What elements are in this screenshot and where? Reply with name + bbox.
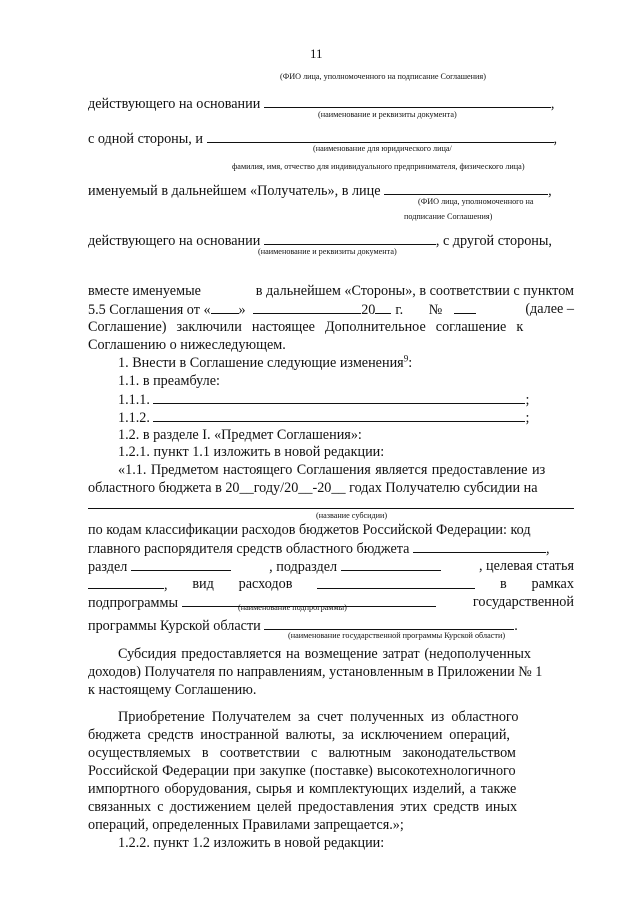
grbs-code-blank (413, 539, 546, 553)
basis-note-2: (наименование и реквизиты документа) (258, 247, 397, 256)
one-side-line: с одной стороны, и , (88, 131, 558, 147)
para2-line3: к настоящему Соглашению. (88, 682, 257, 698)
item-1-1-2: 1.1.2. ; (118, 410, 530, 426)
codes-line1: по кодам классификации расходов бюджетов Российской Федерации: код (88, 522, 531, 538)
para1-line4: Соглашению о нижеследующем. (88, 337, 286, 353)
codes-line6: программы Курской области . (88, 618, 518, 634)
codes-line5: подпрограммы государственной (88, 594, 574, 611)
codes-line2: главного распорядителя средств областного бюджета , (88, 541, 550, 557)
para2-line1: Субсидия предоставляется на возмещение затрат (недополученных (118, 646, 531, 662)
para1-line2: 5.5 Соглашения от « » 20 г. № (далее – (88, 301, 574, 318)
para1-line3: Соглашение) заключили настоящее Дополнительное соглашение к (88, 319, 524, 335)
recipient-label: именуемый в дальнейшем «Получатель», в лице (88, 183, 381, 199)
item-1-1-1: 1.1.1. ; (118, 392, 530, 408)
party-blank (207, 129, 554, 143)
recipient-fio-blank (384, 181, 548, 195)
para3-line4: Российской Федерации при закупке (поставке) высокотехнологичного (88, 763, 516, 779)
recipient-note-a: (ФИО лица, уполномоченного на (418, 197, 534, 206)
para3-line2: бюджета средств иностранной валюты, за исключением операций, (88, 727, 510, 743)
para3-line1: Приобретение Получателем за счет полученных из областного (118, 709, 519, 725)
item-1: 1. Внести в Соглашение следующие изменения$^9$: (118, 353, 413, 371)
para1-line1: вместе именуемые в дальнейшем «Стороны», в соответствии с пунктом (88, 283, 574, 299)
item-1-1: 1.1. в преамбуле: (118, 373, 220, 389)
codes-line3: раздел , подраздел , целевая статья (88, 558, 574, 575)
para3-line5: импортного оборудования, сырья и комплектующих изделий, а также (88, 781, 517, 797)
item-1-2: 1.2. в разделе I. «Предмет Соглашения»: (118, 427, 362, 443)
subsidy-name-line (88, 508, 574, 509)
program-blank (264, 616, 514, 630)
basis-label-2: действующего на основании (88, 233, 261, 249)
recipient-note-b: подписание Соглашения) (404, 212, 493, 221)
para3-line7: операций, определенных Правилами запрещается.»; (88, 817, 404, 833)
para2-line2: доходов) Получателя по направлениям, установленным в Приложении № 1 (88, 664, 543, 680)
para3-line3: осуществляемых в соответствии с валютным законодательством (88, 745, 516, 761)
item-1-2-1: 1.2.1. пункт 1.1 изложить в новой редакции: (118, 444, 385, 460)
page-number: 11 (310, 46, 323, 61)
basis-label: действующего на основании (88, 96, 261, 112)
basis-blank-2 (264, 231, 436, 245)
para3-line6: связанных с достижением целей предоставления этих средств иных (88, 799, 518, 815)
program-note: (наименование государственной программы Курской области) (288, 631, 506, 640)
subprogram-note: (наименование подпрограммы) (238, 603, 347, 612)
codes-line4: , вид расходов в рамках (88, 575, 574, 594)
fio-note: (ФИО лица, уполномоченного на подписание Соглашения) (280, 72, 486, 81)
basis-note: (наименование и реквизиты документа) (318, 110, 457, 119)
quote-line2: областного бюджета в 20__году/20__-20__ годах Получателю субсидии на (88, 480, 538, 496)
item-1-2-2: 1.2.2. пункт 1.2 изложить в новой редакции: (118, 835, 385, 851)
basis-blank (264, 94, 551, 108)
party-note-b: фамилия, имя, отчество для индивидуального предпринимателя, физического лица) (232, 162, 525, 171)
party-note-a: (наименование для юридического лица/ (313, 144, 452, 153)
subsidy-note: (название субсидии) (316, 511, 388, 520)
quote-line1: «1.1. Предметом настоящего Соглашения является предоставление из (118, 462, 546, 478)
other-side-label: , с другой стороны, (435, 233, 552, 249)
one-side-label: с одной стороны, и (88, 131, 203, 147)
recipient-line: именуемый в дальнейшем «Получатель», в лице , (88, 183, 552, 199)
basis-line: действующего на основании , (88, 96, 555, 112)
